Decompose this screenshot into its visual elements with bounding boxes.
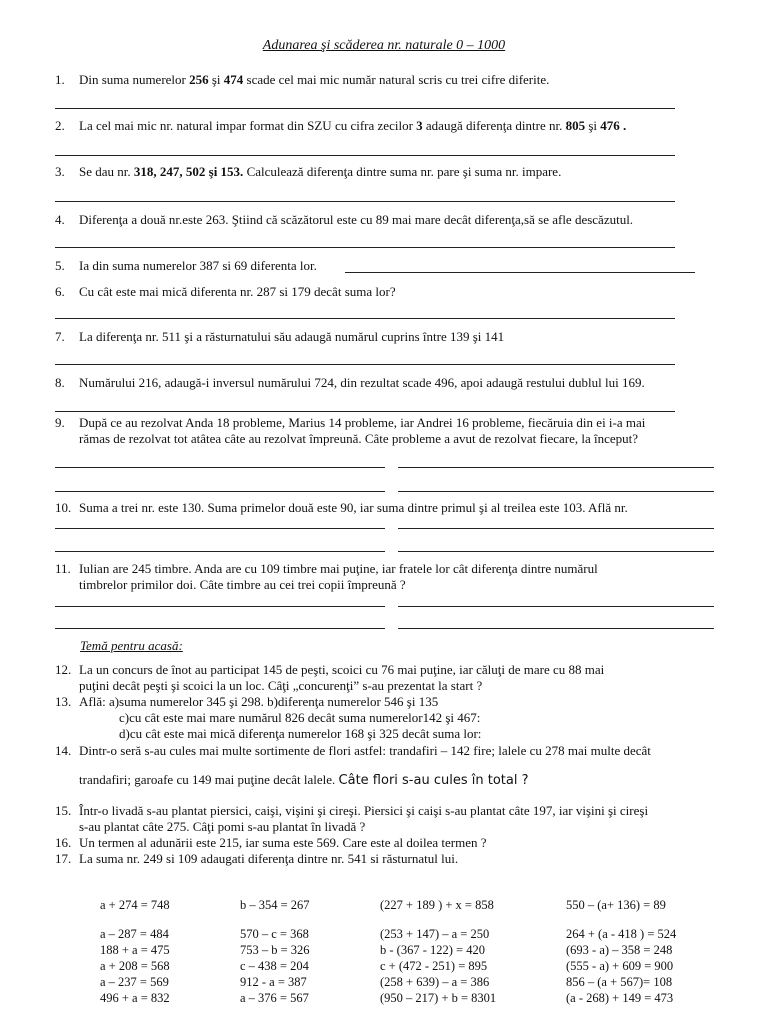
- answer-line[interactable]: [398, 491, 714, 492]
- equation: a – 237 = 569: [100, 975, 169, 989]
- equation: (a - 268) + 149 = 473: [566, 991, 674, 1005]
- answer-line[interactable]: [398, 606, 714, 607]
- exercise-2: 2. La cel mai mic nr. natural impar format din SZU cu cifra zecilor 3 adaugă diferenţa dintre nr. 805 şi 476 .: [55, 118, 627, 133]
- equation: 188 + a = 475: [100, 943, 170, 957]
- equation: a – 287 = 484: [100, 927, 169, 941]
- equation: 496 + a = 832: [100, 991, 170, 1005]
- equation: a + 274 = 748: [100, 898, 170, 912]
- exercise-8: 8. Numărului 216, adaugă-i inversul numărului 724, din rezultat scade 496, apoi adaugă restului dublul lui 169.: [55, 375, 645, 390]
- exercise-17: 17. La suma nr. 249 si 109 adaugati diferenţa dintre nr. 541 si răsturnatul lui.: [55, 851, 459, 866]
- exercise-15: 15. Într-o livadă s-au plantat piersici, caişi, vişini şi cireşi. Piersici şi caişi s-au plantat câte 197, iar vişini şi cireşi s-au plantat câte 275. Câţi pomi s-au plantat în livadă ?: [55, 803, 649, 834]
- answer-line[interactable]: [55, 551, 385, 552]
- answer-line[interactable]: [55, 606, 385, 607]
- exercise-13: 13. Află: a)suma numerelor 345 şi 298. b)diferenţa numerelor 546 şi 135 c)cu cât este mai mare numărul 826 decât suma numerelor142 şi 467: d)cu cât este mai mică diferenţa numerelor 168 şi 325 decât suma lor:: [55, 694, 482, 741]
- exercise-11: 11. Iulian are 245 timbre. Anda are cu 109 timbre mai puţine, iar fratele lor cât diferenţa dintre numărul timbrelor primilor doi. Câte timbre au cei trei copii împreună ?: [55, 561, 598, 592]
- equation: 550 – (a+ 136) = 89: [566, 898, 666, 912]
- exercise-5: 5. Ia din suma numerelor 387 si 69 diferenta lor.: [55, 258, 317, 273]
- exercise-6: 6. Cu cât este mai mică diferenta nr. 287 si 179 decât suma lor?: [55, 284, 396, 299]
- equation: 570 – c = 368: [240, 927, 309, 941]
- answer-line[interactable]: [55, 247, 675, 248]
- answer-line[interactable]: [55, 628, 385, 629]
- equation: b - (367 - 122) = 420: [380, 943, 485, 957]
- equation: (693 - a) – 358 = 248: [566, 943, 673, 957]
- answer-line[interactable]: [55, 491, 385, 492]
- answer-line[interactable]: [55, 318, 675, 319]
- equation: a + 208 = 568: [100, 959, 170, 973]
- exercise-14: 14. Dintr-o seră s-au cules mai multe sortimente de flori astfel: trandafiri – 142 fire; lalele cu 278 mai multe decât: [55, 743, 651, 758]
- answer-line[interactable]: [55, 528, 385, 529]
- answer-line[interactable]: [55, 108, 675, 109]
- equation: a – 376 = 567: [240, 991, 309, 1005]
- exercise-4: 4. Diferenţa a două nr.este 263. Ştiind că scăzătorul este cu 89 mai mare decât diferenţa,să se afle descăzutul.: [55, 212, 634, 227]
- exercise-12: 12. La un concurs de înot au participat 145 de peşti, scoici cu 76 mai puţine, iar căluţi de mare cu 88 mai puţini decât peşti şi scoici la un loc. Câţi „concurenţi” s-au prezentat la start ?: [55, 662, 605, 693]
- equation: (555 - a) + 609 = 900: [566, 959, 674, 973]
- page-title: Adunarea şi scăderea nr. naturale 0 – 1000: [262, 38, 506, 53]
- answer-line[interactable]: [398, 551, 714, 552]
- equation: (950 – 217) + b = 8301: [380, 991, 497, 1005]
- equation: (253 + 147) – a = 250: [380, 927, 490, 941]
- answer-line[interactable]: [398, 628, 714, 629]
- answer-line[interactable]: [55, 364, 675, 365]
- exercise-1: 1. Din suma numerelor 256 şi 474 scade cel mai mic număr natural scris cu trei cifre diferite.: [55, 72, 550, 87]
- equation: 753 – b = 326: [240, 943, 310, 957]
- answer-line[interactable]: [398, 528, 714, 529]
- exercise-9: 9. După ce au rezolvat Anda 18 probleme, Marius 14 probleme, iar Andrei 16 probleme, fiecăruia din ei i-a mai rămas de rezolvat tot atâtea câte au rezolvat împreună. Câte probleme a avut de rezolvat fiecare, la început?: [55, 415, 646, 446]
- equation: (258 + 639) – a = 386: [380, 975, 490, 989]
- answer-line[interactable]: [55, 411, 675, 412]
- answer-line[interactable]: [345, 272, 695, 273]
- answer-line[interactable]: [55, 467, 385, 468]
- exercise-16: 16. Un termen al adunării este 215, iar suma este 569. Care este al doilea termen ?: [55, 835, 487, 850]
- exercise-10: 10. Suma a trei nr. este 130. Suma primelor două este 90, iar suma dintre primul şi al treilea este 103. Află nr.: [55, 500, 628, 515]
- equation: c – 438 = 204: [240, 959, 309, 973]
- answer-line[interactable]: [55, 201, 675, 202]
- equation: 856 – (a + 567)= 108: [566, 975, 673, 989]
- exercise-14-continuation: trandafiri; garoafe cu 149 mai puţine decât lalele. Câte flori s-au cules în total ?: [79, 772, 529, 788]
- answer-line[interactable]: [398, 467, 714, 468]
- equation: (227 + 189 ) + x = 858: [380, 898, 494, 912]
- equation: 264 + (a - 418 ) = 524: [566, 927, 677, 941]
- homework-heading: Temă pentru acasă:: [80, 638, 183, 653]
- answer-line[interactable]: [55, 155, 675, 156]
- equation: b – 354 = 267: [240, 898, 310, 912]
- exercise-3: 3. Se dau nr. 318, 247, 502 şi 153. Calculează diferenţa dintre suma nr. pare şi suma nr. impare.: [55, 164, 562, 179]
- exercise-7: 7. La diferenţa nr. 511 şi a răsturnatului său adaugă numărul cuprins între 139 şi 141: [55, 329, 505, 344]
- equation: 912 - a = 387: [240, 975, 307, 989]
- equation: c + (472 - 251) = 895: [380, 959, 488, 973]
